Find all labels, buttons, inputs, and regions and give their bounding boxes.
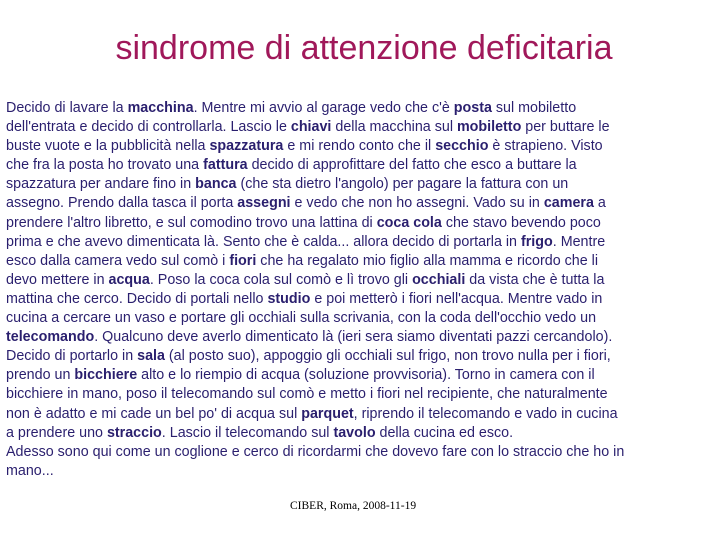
text-run: , riprendo il telecomando e vado in cucina (353, 405, 618, 422)
text-run: prendo un (6, 367, 75, 384)
keyword: bicchiere (74, 367, 138, 384)
text-run: mano... (6, 462, 54, 479)
text-line (6, 233, 724, 252)
text-line (6, 175, 724, 194)
text-line (6, 99, 724, 118)
keyword: telecomando (6, 329, 95, 346)
keyword: parquet (301, 405, 354, 422)
text-run: buste vuote e la pubblicità nella (6, 138, 210, 155)
text-line (6, 347, 724, 366)
text-line (6, 405, 724, 424)
keyword: camera (543, 195, 594, 212)
text-run: sul mobiletto (491, 100, 577, 116)
text-run: che ha regalato mio figlio alla mamma e ricordo che li (256, 252, 599, 269)
keyword: mobiletto (456, 119, 522, 136)
text-run: e poi metterò i fiori nell'acqua. Mentre vado in (310, 290, 603, 307)
text-line (6, 328, 724, 347)
text-line (6, 118, 724, 137)
text-run: alto e lo riempio di acqua (soluzione provvisoria). Torno in camera con il (137, 367, 595, 384)
text-run: . Mentre mi avvio al garage vedo che c'è (193, 100, 454, 116)
keyword: straccio (106, 424, 162, 441)
text-run: della cucina ed esco. (375, 424, 514, 441)
text-run: prendere l'altro libretto, e sul comodino trovo una lattina di (6, 214, 377, 231)
keyword: coca cola (376, 214, 442, 231)
keyword: assegni (237, 195, 291, 212)
text-run: . Mentre (552, 233, 606, 250)
text-line (6, 194, 724, 213)
text-run: decido di approfittare del fatto che esco a buttare la (247, 157, 577, 174)
text-run: . Qualcuno deve averlo dimenticato là (ieri sera siamo diventati pazzi cercandolo). (94, 329, 613, 346)
slide-title: sindrome di attenzione deficitaria (115, 29, 613, 67)
text-run: esco dalla camera vedo sul comò i (6, 252, 230, 269)
footer-credit: CIBER, Roma, 2008-11-19 (290, 500, 417, 512)
text-run: da vista che è tutta la (465, 271, 605, 288)
keyword: studio (267, 290, 311, 307)
text-line (6, 137, 724, 156)
text-run: per buttare le (521, 119, 610, 136)
text-run: a (593, 195, 606, 212)
text-run: a prendere uno (6, 424, 107, 441)
keyword: chiavi (290, 119, 332, 136)
text-line (6, 424, 724, 443)
keyword: fattura (203, 157, 248, 174)
text-run: . Lascio il telecomando sul (161, 424, 334, 441)
text-run: (al posto suo), appoggio gli occhiali sul frigo, non trovo nulla per i fiori, (164, 348, 611, 365)
text-run: devo mettere in (6, 271, 109, 288)
text-run: . Poso la coca cola sul comò e lì trovo gli (149, 271, 413, 288)
text-run: è strapieno. Visto (488, 138, 603, 155)
keyword: occhiali (412, 271, 466, 288)
story-paragraph (6, 99, 724, 481)
text-line (6, 214, 724, 233)
keyword: frigo (520, 233, 553, 250)
text-run: cucina a cercare un vaso e portare gli occhiali sulla scrivania, con la coda dell'occhio vedo un (6, 310, 597, 327)
keyword: fiori (229, 252, 257, 269)
text-line (6, 462, 724, 481)
keyword: posta (453, 100, 492, 116)
text-line (6, 271, 724, 290)
text-line (6, 309, 724, 328)
text-run: Adesso sono qui come un coglione e cerco di ricordarmi che dovevo fare con lo straccio che ho in (6, 443, 625, 460)
text-line (6, 290, 724, 309)
text-run: bicchiere in mano, poso il telecomando sul comò e metto i fiori nel recipiente, che naturalmente (6, 386, 608, 403)
text-line (6, 366, 724, 385)
text-line (6, 385, 724, 404)
text-run: e vedo che non ho assegni. Vado su in (290, 195, 544, 212)
text-run: della macchina sul (331, 119, 457, 136)
text-run: dell'entrata e decido di controllarla. Lascio le (6, 119, 291, 136)
text-run: mattina che cerco. Decido di portali nello (6, 290, 268, 307)
text-line (6, 252, 724, 271)
keyword: acqua (108, 271, 150, 288)
text-run: Decido di lavare la (6, 100, 128, 116)
keyword: secchio (435, 138, 489, 155)
keyword: banca (195, 176, 237, 193)
keyword: spazzatura (209, 138, 284, 155)
text-run: Decido di portarlo in (6, 348, 138, 365)
text-run: e mi rendo conto che il (283, 138, 436, 155)
keyword: tavolo (333, 424, 376, 441)
text-run: spazzatura per andare fino in (6, 176, 196, 193)
text-line (6, 156, 724, 175)
text-line (6, 443, 724, 462)
text-run: (che sta dietro l'angolo) per pagare la fattura con un (236, 176, 569, 193)
text-run: assegno. Prendo dalla tasca il porta (6, 195, 238, 212)
text-run: che fra la posta ho trovato una (6, 157, 204, 174)
keyword: sala (137, 348, 165, 365)
keyword: macchina (127, 100, 194, 116)
text-run: che stavo bevendo poco (441, 214, 601, 231)
text-run: prima e che avevo dimenticata là. Sento che è calda... allora decido di portarla in (6, 233, 521, 250)
text-run: non è adatto e mi cade un bel po' di acqua sul (6, 405, 302, 422)
